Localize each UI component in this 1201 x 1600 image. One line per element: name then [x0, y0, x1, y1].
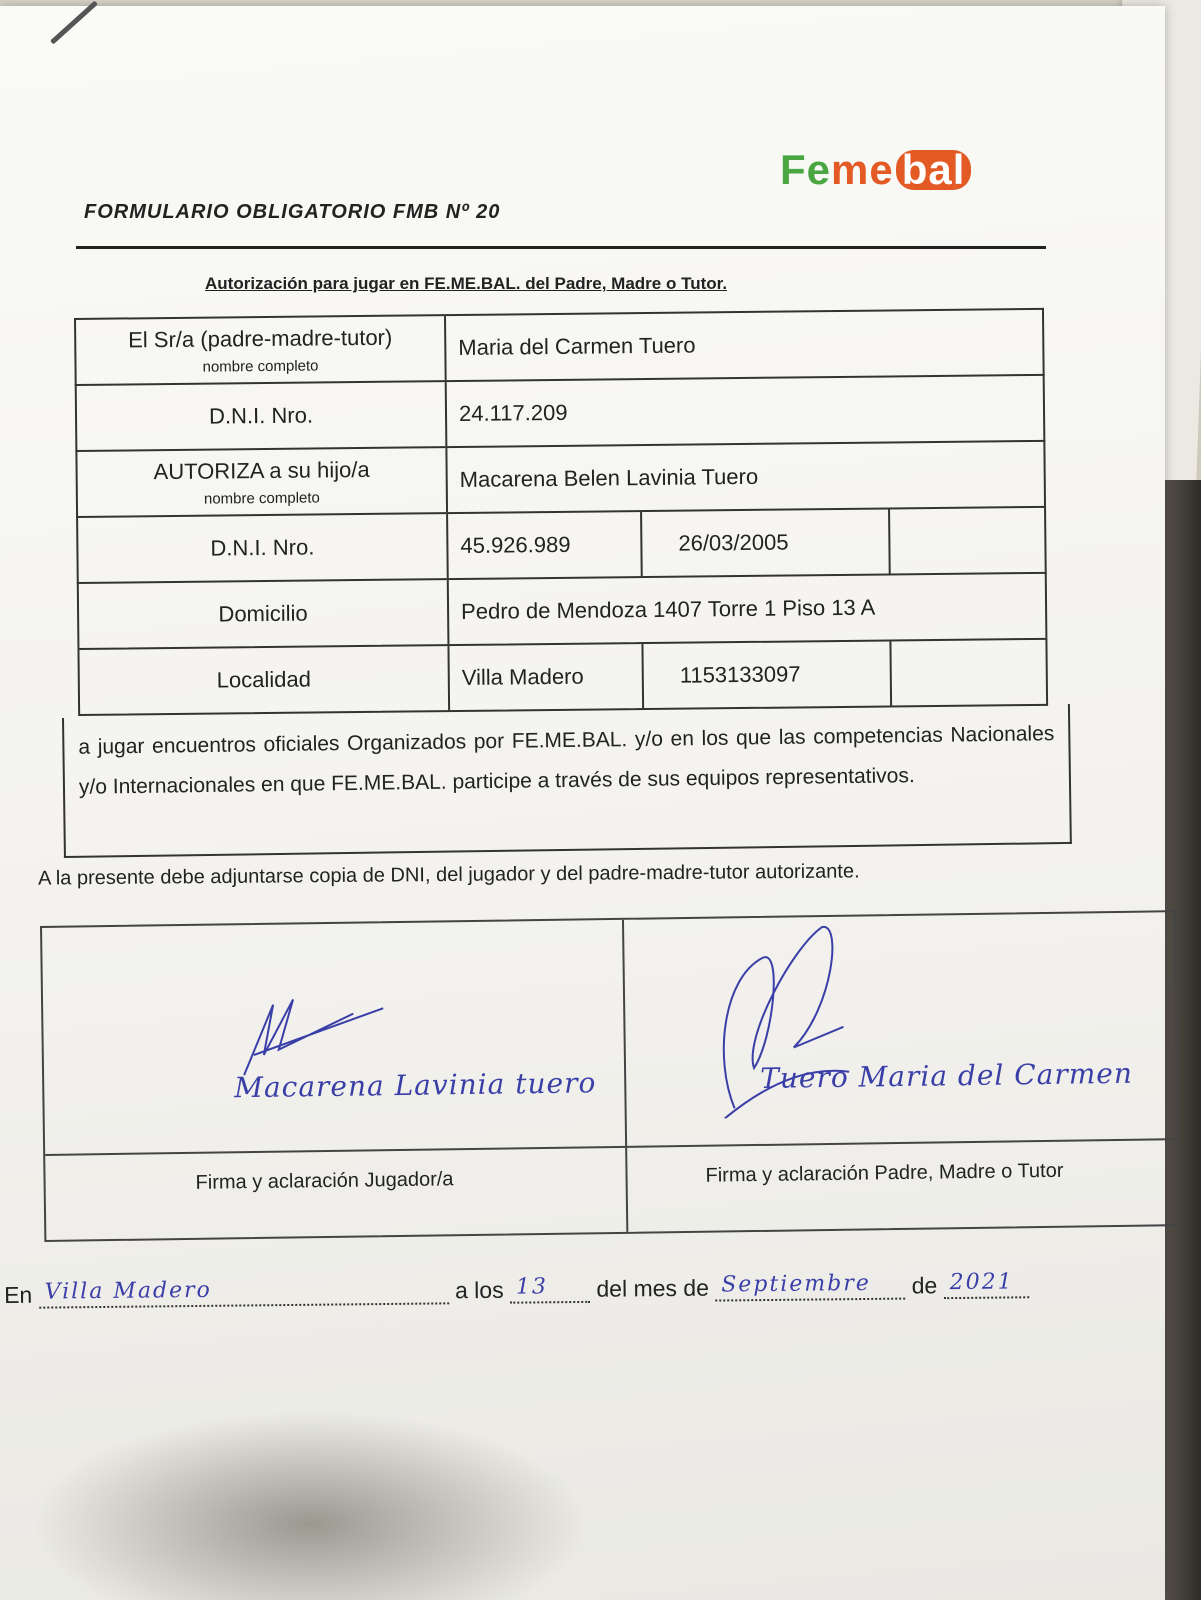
- parent-signature-name: Tuero Maria del Carmen: [759, 1056, 1134, 1095]
- table-row: [77, 638, 1048, 716]
- signature-divider: [622, 920, 628, 1232]
- day-value: 13: [515, 1274, 549, 1300]
- player-signature-name: Macarena Lavinia tuero: [234, 1066, 597, 1105]
- date-mes: del mes de: [596, 1274, 710, 1302]
- child-dni-label: D.N.I. Nro.: [78, 514, 449, 582]
- child-label-cell: [77, 448, 448, 516]
- date-prefix: En: [4, 1281, 33, 1308]
- year-value: 2021: [949, 1269, 1014, 1296]
- table-row: [76, 506, 1047, 582]
- month-value: Septiembre: [721, 1270, 871, 1298]
- logo-text-me: me: [831, 146, 894, 193]
- child-name-field[interactable]: Macarena Belen Lavinia Tuero: [459, 463, 759, 492]
- parent-label: El Sr/a (padre-madre-tutor): [128, 324, 393, 352]
- femebal-logo: [780, 146, 971, 194]
- date-de: de: [911, 1272, 938, 1299]
- empty-cell[interactable]: [891, 640, 1046, 706]
- pen-mark: [50, 1, 98, 45]
- empty-cell[interactable]: [890, 508, 1045, 574]
- month-field[interactable]: [715, 1270, 905, 1302]
- table-row: [74, 308, 1045, 384]
- locality-label: Localidad: [79, 646, 450, 714]
- form-subtitle: Autorización para jugar en FE.ME.BAL. del Padre, Madre o Tutor.: [205, 274, 728, 293]
- child-dni-cell: [448, 508, 1045, 578]
- date-line: [4, 1270, 1174, 1309]
- parent-signature-label: Firma y aclaración Padre, Madre o Tutor: [705, 1159, 1064, 1187]
- phone-field[interactable]: 1153133097: [643, 641, 892, 708]
- attachment-notice: A la presente debe adjuntarse copia de DNI, del jugador y del padre-madre-tutor autorizante.: [37, 860, 860, 890]
- form-title: FORMULARIO OBLIGATORIO FMB Nº 20: [84, 201, 501, 223]
- title-divider: [76, 246, 1046, 249]
- parent-dni-field[interactable]: 24.117.209: [458, 399, 568, 426]
- locality-cell: [449, 640, 1046, 710]
- day-field[interactable]: [510, 1274, 590, 1304]
- date-a-los: a los: [454, 1276, 504, 1304]
- parent-label-cell: [76, 316, 447, 384]
- authorization-table: [74, 308, 1048, 716]
- table-row: [75, 374, 1046, 450]
- parent-sublabel: nombre completo: [202, 356, 319, 376]
- logo-text-bal: bal: [896, 150, 972, 190]
- locality-field[interactable]: Villa Madero: [449, 644, 644, 710]
- child-dni-field[interactable]: 45.926.989: [448, 512, 643, 578]
- address-label: Domicilio: [79, 580, 450, 648]
- authorization-text: a jugar encuentros oficiales Organizados por FE.ME.BAL. y/o en los que las competencias Nacionales y/o Internacionales en que FE.ME.BAL. participe a través de sus equipos representativos.: [62, 704, 1072, 858]
- logo-text-fe: Fe: [780, 146, 832, 193]
- place-value: Villa Madero: [44, 1277, 212, 1305]
- form-paper: [0, 6, 1165, 1600]
- child-label: AUTORIZA a su hijo/a: [153, 456, 370, 484]
- child-sublabel: nombre completo: [203, 488, 320, 508]
- player-signature-label: Firma y aclaración Jugador/a: [195, 1168, 454, 1194]
- signature-table: [40, 910, 1180, 1242]
- parent-dni-label: D.N.I. Nro.: [77, 382, 448, 450]
- parent-name-field[interactable]: Maria del Carmen Tuero: [458, 332, 696, 360]
- address-field[interactable]: Pedro de Mendoza 1407 Torre 1 Piso 13 A: [460, 594, 876, 624]
- hand-shadow: [30, 1410, 590, 1600]
- child-birthdate-field[interactable]: 26/03/2005: [642, 509, 891, 576]
- table-row: [75, 440, 1046, 516]
- year-field[interactable]: [944, 1269, 1029, 1299]
- signature-divider: [45, 1138, 1177, 1156]
- table-row: [77, 572, 1048, 648]
- place-field[interactable]: [39, 1278, 449, 1308]
